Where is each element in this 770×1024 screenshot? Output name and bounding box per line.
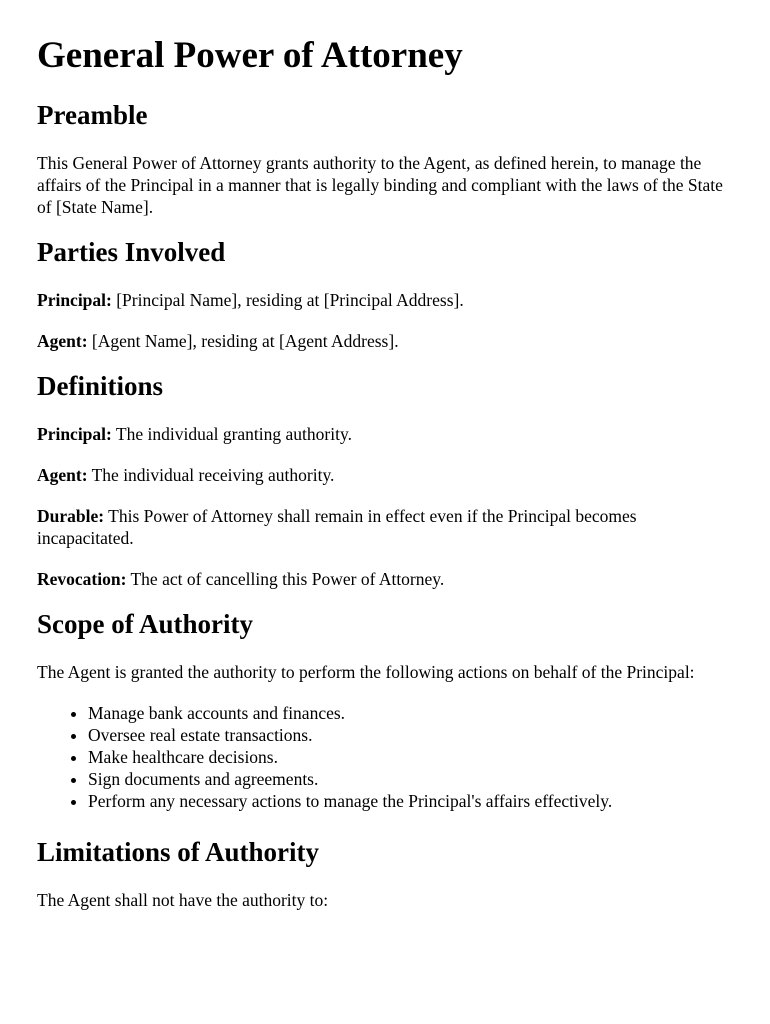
section-definitions [37,371,733,590]
section-heading-scope: Scope of Authority [37,609,253,639]
definition-term: Principal: [37,424,112,444]
definition-term: Agent: [37,465,88,485]
document-title: General Power of Attorney [37,35,463,76]
list-item: • Manage bank accounts and finances. [88,702,733,724]
section-scope [37,609,733,812]
definition-text: The individual granting authority. [111,424,352,444]
definition-text: The individual receiving authority. [87,465,335,485]
list-item: • Make healthcare decisions. [88,746,733,768]
party-agent [37,330,733,352]
section-heading-parties: Parties Involved [37,237,226,267]
section-limitations [37,837,733,911]
party-principal-label: Principal: [37,290,112,310]
definition-item [37,505,733,549]
definition-text: The act of cancelling this Power of Attorney. [126,569,445,589]
section-parties [37,237,733,352]
party-agent-text: [Agent Name], residing at [Agent Address]. [87,331,399,351]
definition-term: Revocation: [37,569,127,589]
party-principal-text: [Principal Name], residing at [Principal Address]. [111,290,464,310]
limitations-intro: The Agent shall not have the authority to: [37,890,329,910]
list-item: • Oversee real estate transactions. [88,724,733,746]
definition-item [37,423,733,445]
preamble-text: This General Power of Attorney grants authority to the Agent, as defined herein, to manage the affairs of the Principal in a manner that is legally binding and compliant with the laws of the State of [State Name]. [37,153,723,217]
section-heading-definitions: Definitions [37,371,164,401]
list-item: • Perform any necessary actions to manage the Principal's affairs effectively. [88,790,733,812]
list-item: • Sign documents and agreements. [88,768,733,790]
definition-item [37,568,733,590]
scope-intro: The Agent is granted the authority to perform the following actions on behalf of the Principal: [37,662,695,682]
definition-item [37,464,733,486]
party-agent-label: Agent: [37,331,88,351]
section-heading-limitations: Limitations of Authority [37,837,320,867]
definition-term: Durable: [37,506,105,526]
party-principal [37,289,733,311]
section-heading-preamble: Preamble [37,100,148,130]
section-preamble [37,100,733,218]
scope-list [37,702,733,812]
definition-text: This Power of Attorney shall remain in effect even if the Principal becomes incapacitated. [37,506,637,548]
